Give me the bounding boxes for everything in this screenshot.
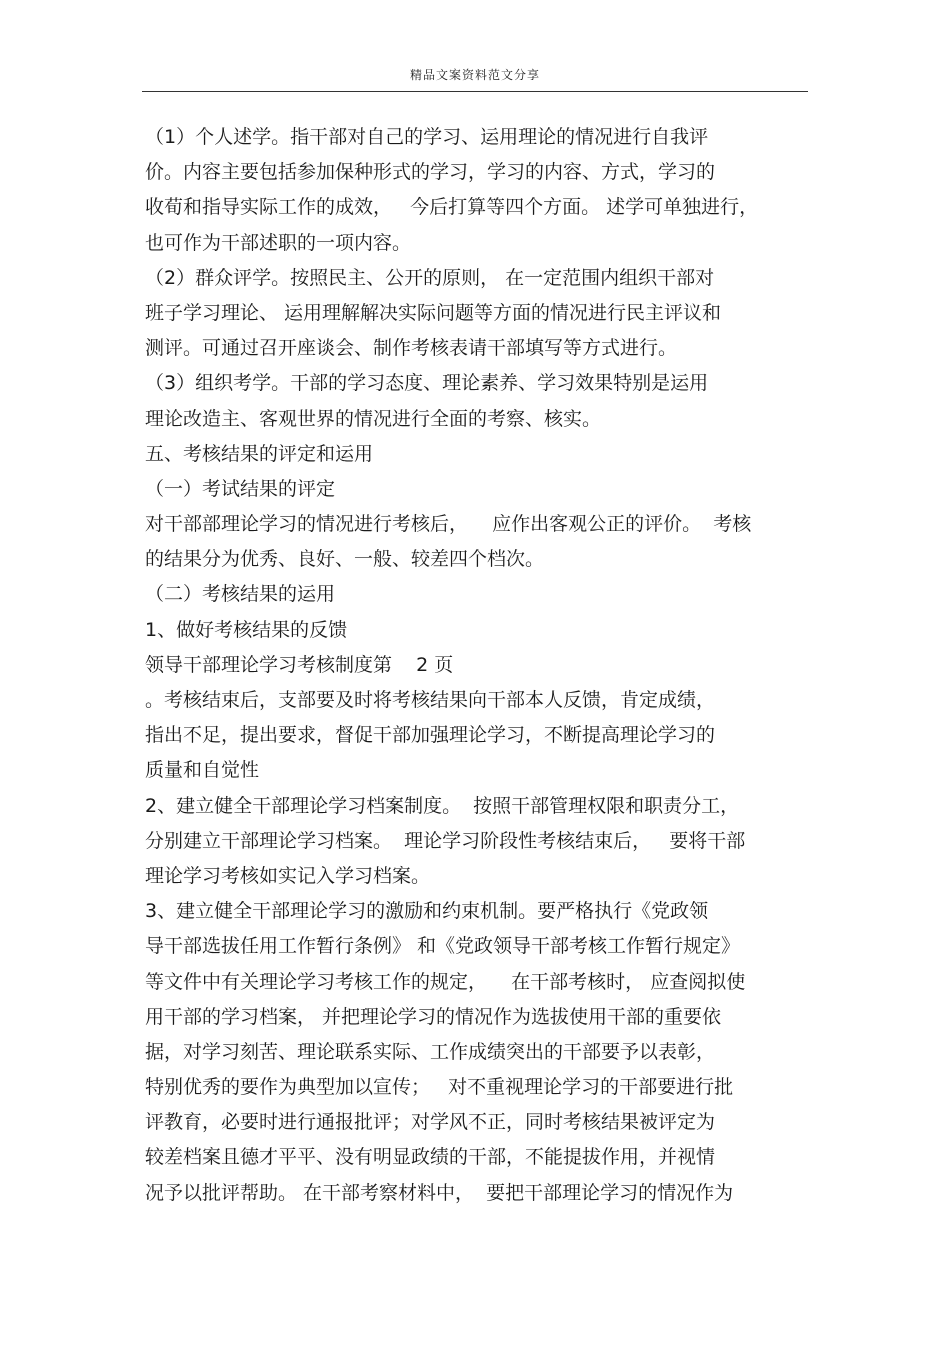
document-body bbox=[145, 120, 810, 1211]
text-line: 导干部选拔任用工作暂行条例》 和《党政领导干部考核工作暂行规定》 bbox=[145, 935, 741, 958]
text-line: 理论学习考核如实记入学习档案。 bbox=[145, 864, 431, 887]
text-line: 收荀和指导实际工作的成效， 今后打算等四个方面。 述学可单独进行， bbox=[145, 196, 759, 219]
text-line: 班子学习理论、 运用理解解决实际问题等方面的情况进行民主评议和 bbox=[145, 301, 722, 324]
text-line: 用干部的学习档案， 并把理论学习的情况作为选拔使用干部的重要依 bbox=[145, 1005, 722, 1028]
text-line: 1、做好考核结果的反馈 bbox=[145, 618, 348, 641]
text-line: 对干部部理论学习的情况进行考核后， 应作出客观公正的评价。 考核 bbox=[145, 513, 752, 536]
text-line: （1）个人述学。指干部对自己的学习、运用理论的情况进行自我评 bbox=[145, 126, 709, 148]
text-line: 指出不足，提出要求，督促干部加强理论学习，不断提高理论学习的 bbox=[145, 724, 716, 747]
text-line: 理论改造主、客观世界的情况进行全面的考察、核实。 bbox=[145, 407, 602, 430]
text-line: 。考核结束后，支部要及时将考核结果向干部本人反馈，肯定成绩， bbox=[145, 689, 716, 711]
text-line: 评教育，必要时进行通报批评；对学风不正，同时考核结果被评定为 bbox=[145, 1111, 716, 1134]
text-line: 况予以批评帮助。 在干部考察材料中， 要把干部理论学习的情况作为 bbox=[145, 1181, 734, 1204]
text-line: 五、考核结果的评定和运用 bbox=[145, 442, 374, 465]
text-line: 等文件中有关理论学习考核工作的规定， 在干部考核时， 应查阅拟使 bbox=[145, 970, 746, 993]
text-line: 特别优秀的要作为典型加以宣传； 对不重视理论学习的干部要进行批 bbox=[145, 1076, 734, 1099]
text-line: 质量和自觉性 bbox=[145, 759, 260, 782]
text-line: 的结果分为优秀、良好、一般、较差四个档次。 bbox=[145, 548, 545, 571]
text-line: 测评。可通过召开座谈会、制作考核表请干部填写等方式进行。 bbox=[145, 337, 678, 360]
text-line: 价。内容主要包括参加保种形式的学习，学习的内容、方式，学习的 bbox=[145, 161, 716, 184]
text-line: 3、建立健全干部理论学习的激励和约束机制。要严格执行《党政领 bbox=[145, 900, 709, 923]
text-line: 2、建立健全干部理论学习档案制度。 按照干部管理权限和职责分工， bbox=[145, 794, 740, 817]
text-line: （一）考试结果的评定 bbox=[145, 477, 336, 500]
text-line: 较差档案且德才平平、没有明显政绩的干部，不能提拔作用，并视情 bbox=[145, 1146, 716, 1169]
text-line: 据，对学习刻苦、理论联系实际、工作成绩突出的干部要予以表彰， bbox=[145, 1040, 716, 1063]
text-line: 也可作为干部述职的一项内容。 bbox=[145, 231, 412, 254]
header-divider bbox=[142, 91, 808, 92]
text-line: 分别建立干部理论学习档案。 理论学习阶段性考核结束后， 要将干部 bbox=[145, 829, 746, 852]
text-line: （3）组织考学。干部的学习态度、理论素养、学习效果特别是运用 bbox=[145, 372, 709, 395]
text-line: （2）群众评学。按照民主、公开的原则， 在一定范围内组织干部对 bbox=[145, 266, 715, 289]
page-header: 精品文案资料范文分享 bbox=[409, 68, 540, 82]
text-line: （二）考核结果的运用 bbox=[145, 583, 336, 606]
text-line: 领导干部理论学习考核制度第 2 页 bbox=[145, 653, 454, 676]
